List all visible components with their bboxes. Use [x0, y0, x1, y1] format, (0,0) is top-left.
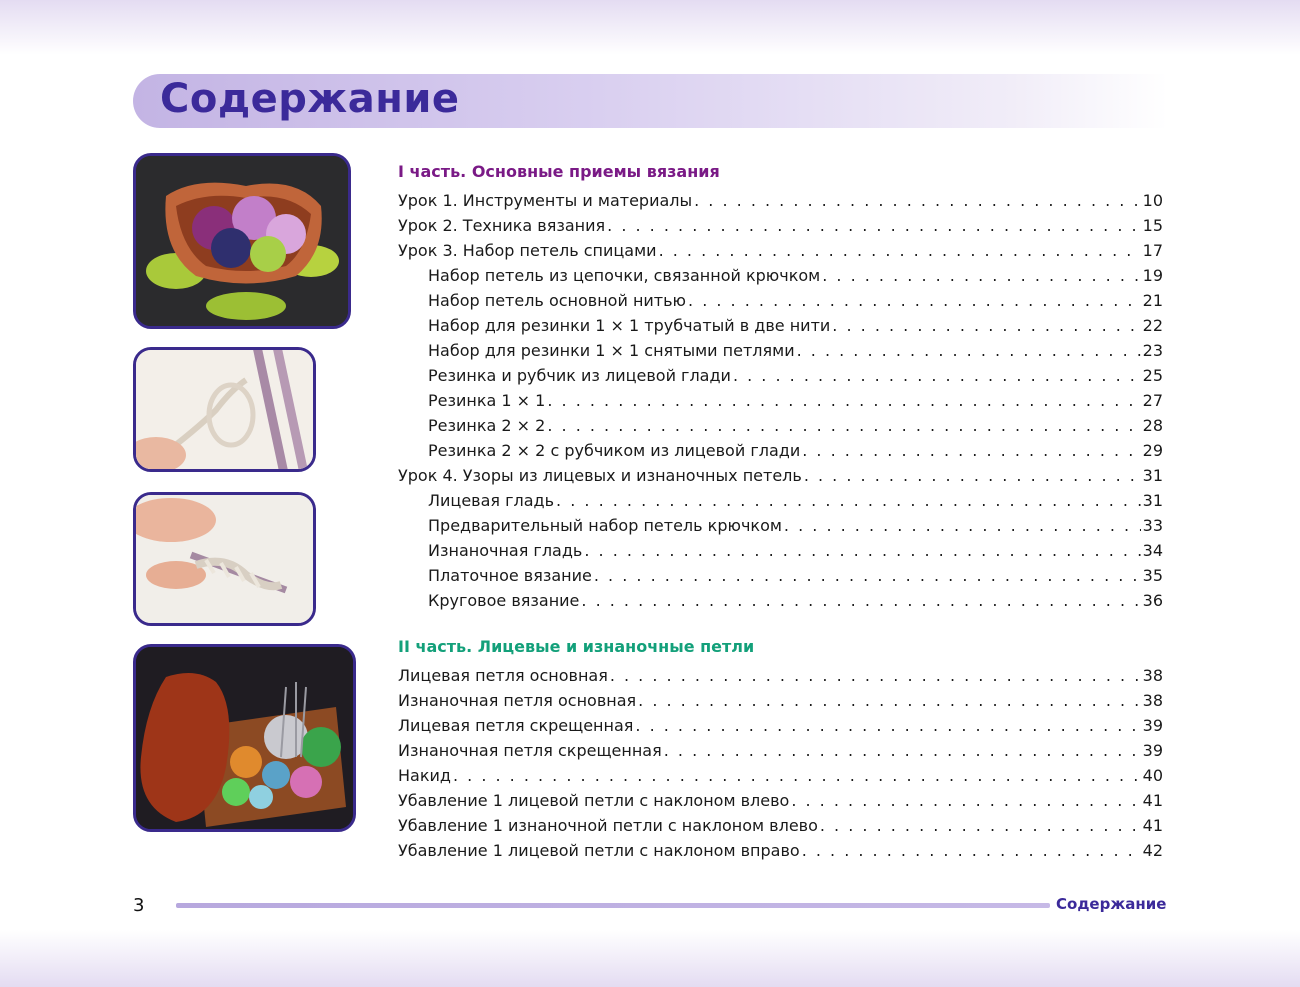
- toc-entry[interactable]: [398, 738, 1163, 763]
- toc-entry-label: Изнаночная петля основная: [398, 691, 637, 710]
- toc-entry-page: 34: [1142, 541, 1163, 560]
- toc-entry-page: 29: [1142, 441, 1163, 460]
- toc-entry-page: 25: [1142, 366, 1163, 385]
- footer-section-label: Содержание: [1056, 895, 1167, 913]
- toc-entry[interactable]: [398, 813, 1163, 838]
- toc-leader-dots: [581, 588, 1140, 613]
- table-of-contents: [398, 158, 1163, 863]
- toc-entry[interactable]: [398, 763, 1163, 788]
- toc-entry-page: 41: [1142, 791, 1163, 810]
- toc-entry[interactable]: [398, 538, 1163, 563]
- part1-title: I часть. Основные приемы вязания: [398, 162, 720, 181]
- toc-leader-dots: [802, 838, 1141, 863]
- toc-entry[interactable]: [398, 263, 1163, 288]
- toc-entry-page: 38: [1142, 691, 1163, 710]
- toc-entry[interactable]: [398, 363, 1163, 388]
- toc-leader-dots: [635, 713, 1140, 738]
- toc-leader-dots: [791, 788, 1140, 813]
- toc-leader-dots: [659, 238, 1141, 263]
- toc-entry-label: Лицевая петля скрещенная: [398, 716, 634, 735]
- toc-entry-label: Лицевая петля основная: [398, 666, 608, 685]
- toc-leader-dots: [832, 313, 1140, 338]
- toc-leader-dots: [594, 563, 1141, 588]
- toc-leader-dots: [822, 263, 1140, 288]
- toc-entry-label: Резинка 2 × 2 с рубчиком из лицевой глади: [428, 441, 801, 460]
- toc-entry[interactable]: [398, 388, 1163, 413]
- toc-entry-page: 10: [1142, 191, 1163, 210]
- toc-leader-dots: [584, 538, 1140, 563]
- toc-entry[interactable]: [398, 313, 1163, 338]
- toc-entry-label: Резинка 1 × 1: [428, 391, 546, 410]
- toc-leader-dots: [802, 438, 1140, 463]
- toc-entry-label: Убавление 1 лицевой петли с наклоном влево: [398, 791, 790, 810]
- toc-entry-label: Урок 4. Узоры из лицевых и изнаночных петель: [398, 466, 802, 485]
- toc-entry-label: Изнаночная гладь: [428, 541, 583, 560]
- toc-entry-page: 39: [1142, 716, 1163, 735]
- toc-entry-label: Набор для резинки 1 × 1 снятыми петлями: [428, 341, 795, 360]
- toc-entry[interactable]: [398, 788, 1163, 813]
- toc-entry-label: Лицевая гладь: [428, 491, 555, 510]
- toc-entry-label: Набор петель из цепочки, связанной крючком: [428, 266, 821, 285]
- toc-entry-page: 42: [1142, 841, 1163, 860]
- toc-entry-label: Урок 3. Набор петель спицами: [398, 241, 657, 260]
- toc-entry-page: 17: [1142, 241, 1163, 260]
- yarn-bowl-photo: [133, 153, 351, 329]
- toc-entry-page: 38: [1142, 666, 1163, 685]
- knitting-needle-loop-photo: [133, 347, 316, 472]
- toc-entry[interactable]: [398, 513, 1163, 538]
- toc-entry[interactable]: [398, 488, 1163, 513]
- toc-entry-label: Убавление 1 изнаночной петли с наклоном влево: [398, 816, 818, 835]
- toc-entry[interactable]: [398, 213, 1163, 238]
- toc-leader-dots: [547, 388, 1140, 413]
- cast-on-hands-photo: [133, 492, 316, 626]
- toc-entry[interactable]: [398, 688, 1163, 713]
- toc-leader-dots: [610, 663, 1141, 688]
- toc-leader-dots: [607, 213, 1140, 238]
- toc-entry-page: 33: [1142, 516, 1163, 535]
- part2-title: II часть. Лицевые и изнаночные петли: [398, 637, 755, 656]
- toc-entry-page: 19: [1142, 266, 1163, 285]
- toc-entry-page: 15: [1142, 216, 1163, 235]
- toc-entry[interactable]: [398, 838, 1163, 863]
- toc-entry[interactable]: [398, 663, 1163, 688]
- toc-entry[interactable]: [398, 288, 1163, 313]
- toc-entry-page: 39: [1142, 741, 1163, 760]
- toc-entry-label: Набор петель основной нитью: [428, 291, 687, 310]
- page-number: 3: [133, 895, 145, 916]
- toc-leader-dots: [664, 738, 1141, 763]
- footer-rule: [176, 903, 1050, 908]
- toc-leader-dots: [784, 513, 1141, 538]
- toc-entry-page: 21: [1142, 291, 1163, 310]
- toc-leader-dots: [688, 288, 1141, 313]
- toc-entry-page: 31: [1142, 466, 1163, 485]
- toc-leader-dots: [820, 813, 1141, 838]
- toc-entry-label: Резинка 2 × 2: [428, 416, 546, 435]
- toc-leader-dots: [556, 488, 1141, 513]
- toc-entry-label: Круговое вязание: [428, 591, 580, 610]
- toc-entry-label: Урок 1. Инструменты и материалы: [398, 191, 693, 210]
- toc-entry-page: 40: [1142, 766, 1163, 785]
- toc-entry-label: Набор для резинки 1 × 1 трубчатый в две нити: [428, 316, 831, 335]
- toc-entry[interactable]: [398, 713, 1163, 738]
- toc-entry-page: 23: [1142, 341, 1163, 360]
- toc-entry-label: Платочное вязание: [428, 566, 592, 585]
- toc-entry-page: 22: [1142, 316, 1163, 335]
- toc-leader-dots: [638, 688, 1141, 713]
- toc-entry-page: 36: [1142, 591, 1163, 610]
- toc-entry-page: 35: [1142, 566, 1163, 585]
- page-title: Содержание: [160, 76, 460, 122]
- toc-entry[interactable]: [398, 438, 1163, 463]
- toc-entry[interactable]: [398, 238, 1163, 263]
- toc-entry[interactable]: [398, 188, 1163, 213]
- toc-entry-label: Предварительный набор петель крючком: [428, 516, 782, 535]
- vase-yarn-balls-photo: [133, 644, 356, 832]
- toc-entry-page: 41: [1142, 816, 1163, 835]
- toc-entry[interactable]: [398, 463, 1163, 488]
- toc-leader-dots: [797, 338, 1141, 363]
- toc-entry-label: Урок 2. Техника вязания: [398, 216, 606, 235]
- toc-leader-dots: [453, 763, 1141, 788]
- toc-entry[interactable]: [398, 338, 1163, 363]
- toc-entry-label: Резинка и рубчик из лицевой глади: [428, 366, 731, 385]
- toc-entry-page: 31: [1142, 491, 1163, 510]
- toc-leader-dots: [733, 363, 1141, 388]
- toc-entry[interactable]: [398, 563, 1163, 588]
- toc-leader-dots: [804, 463, 1141, 488]
- toc-leader-dots: [694, 188, 1141, 213]
- toc-entry-page: 28: [1142, 416, 1163, 435]
- toc-entry-label: Убавление 1 лицевой петли с наклоном вправо: [398, 841, 800, 860]
- part2-entries: [398, 663, 1163, 863]
- part1-entries: [398, 188, 1163, 613]
- toc-leader-dots: [547, 413, 1140, 438]
- toc-entry-page: 27: [1142, 391, 1163, 410]
- toc-entry-label: Накид: [398, 766, 451, 785]
- toc-entry[interactable]: [398, 413, 1163, 438]
- toc-entry[interactable]: [398, 588, 1163, 613]
- toc-entry-label: Изнаночная петля скрещенная: [398, 741, 662, 760]
